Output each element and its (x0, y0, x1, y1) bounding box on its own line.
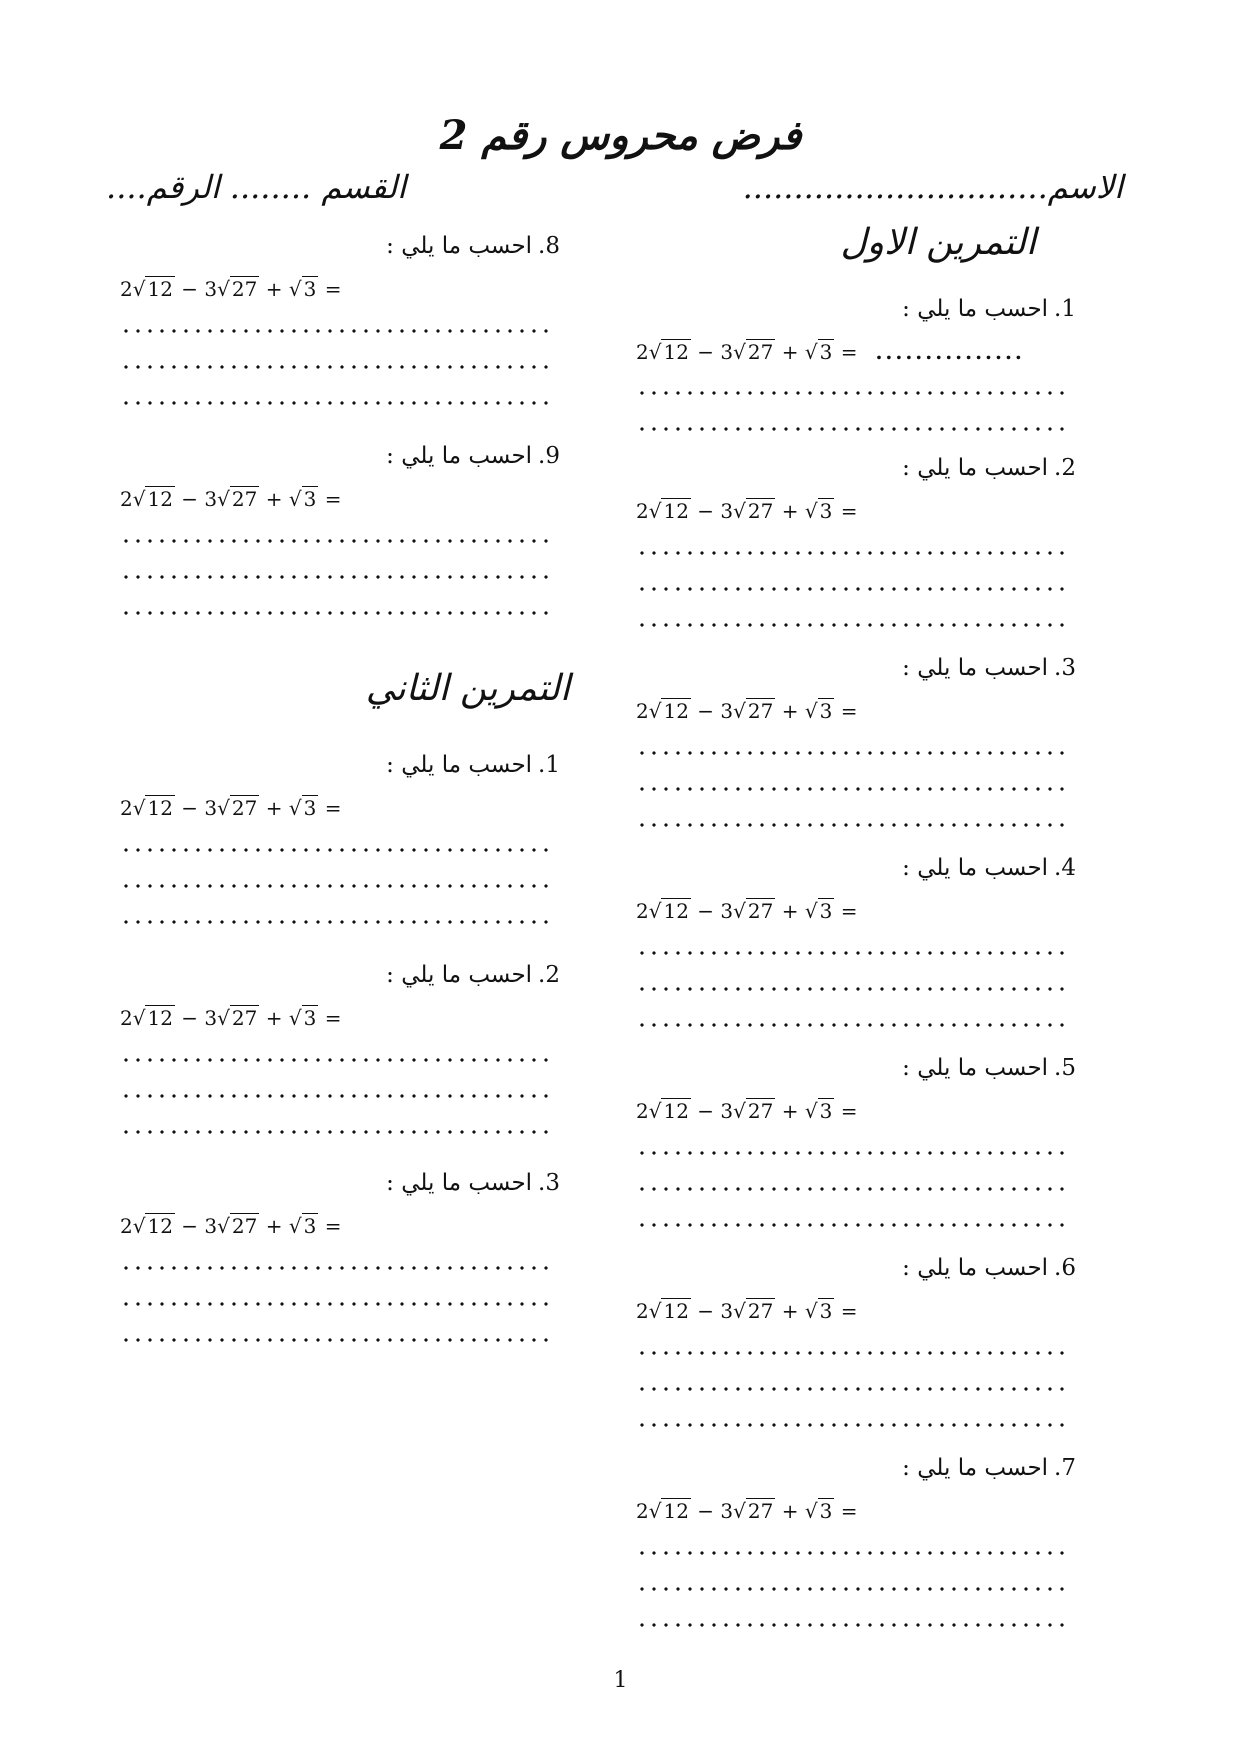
answer-line (636, 1350, 1066, 1356)
exercise-2-question-1 (120, 752, 580, 952)
answer-line (636, 390, 1066, 396)
math-expression: 2√ 12 − 3√ 27 + √ 3 = (636, 899, 858, 923)
class-number-field: القسم ........ الرقم.... (106, 168, 406, 206)
answer-line (636, 1150, 1066, 1156)
question-8 (120, 233, 580, 433)
answer-line (636, 986, 1066, 992)
answer-line (120, 1129, 550, 1135)
question-label: 4.احسب ما يلي : (902, 855, 1076, 881)
answer-line (636, 1386, 1066, 1392)
question-6 (636, 1255, 1096, 1455)
page-title: فرض محروس رقم 2 (439, 112, 802, 159)
math-expression: 2√ 12 − 3√ 27 + √ 3 = (120, 277, 342, 301)
question-label: 6.احسب ما يلي : (902, 1255, 1076, 1281)
question-label: 9.احسب ما يلي : (386, 443, 560, 469)
answer-line (120, 574, 550, 580)
answer-line (120, 847, 550, 853)
answer-line (636, 550, 1066, 556)
answer-line (636, 586, 1066, 592)
answer-line (120, 1265, 550, 1271)
student-name-field: الاسم.............................. (742, 168, 1123, 206)
math-expression: 2√ 12 − 3√ 27 + √ 3 = (120, 796, 342, 820)
math-expression: 2√ 12 − 3√ 27 + √ 3 = ............... (636, 340, 1025, 364)
math-expression: 2√ 12 − 3√ 27 + √ 3 = (636, 1299, 858, 1323)
answer-line (636, 950, 1066, 956)
page-number: 1 (613, 1668, 628, 1693)
answer-line (120, 1301, 550, 1307)
question-label: 3.احسب ما يلي : (386, 1170, 560, 1196)
question-label: 2.احسب ما يلي : (902, 455, 1076, 481)
question-7 (636, 1455, 1096, 1655)
answer-line (120, 328, 550, 334)
math-expression: 2√ 12 − 3√ 27 + √ 3 = (120, 1006, 342, 1030)
answer-line (636, 822, 1066, 828)
question-label: 1.احسب ما يلي : (386, 752, 560, 778)
math-expression: 2√ 12 − 3√ 27 + √ 3 = (636, 699, 858, 723)
answer-line (120, 1337, 550, 1343)
question-3 (636, 655, 1096, 855)
question-label: 5.احسب ما يلي : (902, 1055, 1076, 1081)
question-label: 1.احسب ما يلي : (902, 296, 1076, 322)
math-expression: 2√ 12 − 3√ 27 + √ 3 = (636, 1099, 858, 1123)
answer-line (636, 1022, 1066, 1028)
answer-line (120, 1057, 550, 1063)
answer-line (120, 610, 550, 616)
answer-line (636, 1586, 1066, 1592)
answer-line (120, 538, 550, 544)
answer-line (120, 400, 550, 406)
answer-line (120, 883, 550, 889)
answer-line (120, 364, 550, 370)
answer-line (636, 786, 1066, 792)
answer-line (636, 1186, 1066, 1192)
question-label: 8.احسب ما يلي : (386, 233, 560, 259)
inline-answer-dots: ............... (875, 340, 1025, 364)
answer-line (636, 1222, 1066, 1228)
exercise-2-question-3 (120, 1170, 580, 1370)
math-expression: 2√ 12 − 3√ 27 + √ 3 = (636, 499, 858, 523)
math-expression: 2√ 12 − 3√ 27 + √ 3 = (120, 1214, 342, 1238)
question-4 (636, 855, 1096, 1055)
math-expression: 2√ 12 − 3√ 27 + √ 3 = (636, 1499, 858, 1523)
answer-line (636, 426, 1066, 432)
question-label: 3.احسب ما يلي : (902, 655, 1076, 681)
exercise-1-title: التمرين الاول (840, 222, 1036, 263)
exercise-2-question-2 (120, 962, 580, 1162)
question-label: 7.احسب ما يلي : (902, 1455, 1076, 1481)
question-5 (636, 1055, 1096, 1255)
question-2 (636, 455, 1096, 655)
answer-line (120, 1093, 550, 1099)
answer-line (636, 1422, 1066, 1428)
question-label: 2.احسب ما يلي : (386, 962, 560, 988)
exercise-2-title: التمرين الثاني (365, 668, 570, 709)
answer-line (636, 1550, 1066, 1556)
answer-line (636, 750, 1066, 756)
answer-line (120, 919, 550, 925)
answer-line (636, 622, 1066, 628)
question-9 (120, 443, 580, 643)
math-expression: 2√ 12 − 3√ 27 + √ 3 = (120, 487, 342, 511)
answer-line (636, 1622, 1066, 1628)
